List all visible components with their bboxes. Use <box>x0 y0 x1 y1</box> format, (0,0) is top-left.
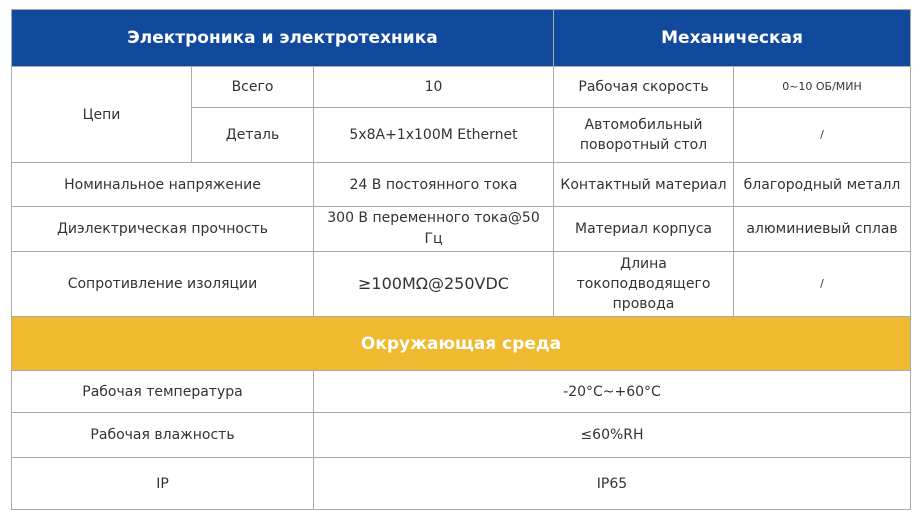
wire-label: Длина токоподводящего провода <box>554 252 734 317</box>
environment-header: Окружающая среда <box>12 317 911 371</box>
voltage-label: Номинальное напряжение <box>12 163 314 207</box>
insulation-value: ≥100MΩ@250VDC <box>314 252 554 317</box>
temperature-label: Рабочая температура <box>12 371 314 413</box>
header-row <box>12 10 911 67</box>
wire-value: / <box>734 252 911 317</box>
housing-label: Материал корпуса <box>554 207 734 252</box>
detail-label: Деталь <box>192 108 314 163</box>
ip-value: IP65 <box>314 458 911 510</box>
humidity-value: ≤60%RH <box>314 413 911 458</box>
table-row <box>12 371 911 413</box>
contact-label: Контактный материал <box>554 163 734 207</box>
total-label: Всего <box>192 67 314 108</box>
spec-table <box>11 9 911 510</box>
turntable-label: Автомобильный поворотный стол <box>554 108 734 163</box>
table-row <box>12 413 911 458</box>
ip-label: IP <box>12 458 314 510</box>
speed-value: 0~10 ОБ/МИН <box>734 67 911 108</box>
dielectric-value: 300 В переменного тока@50 Гц <box>314 207 554 252</box>
table-row <box>12 207 911 252</box>
voltage-value: 24 В постоянного тока <box>314 163 554 207</box>
table-row <box>12 252 911 317</box>
circuits-label: Цепи <box>12 67 192 163</box>
insulation-label: Сопротивление изоляции <box>12 252 314 317</box>
contact-value: благородный металл <box>734 163 911 207</box>
dielectric-label: Диэлектрическая прочность <box>12 207 314 252</box>
housing-value: алюминиевый сплав <box>734 207 911 252</box>
speed-label: Рабочая скорость <box>554 67 734 108</box>
humidity-label: Рабочая влажность <box>12 413 314 458</box>
detail-value: 5x8A+1x100M Ethernet <box>314 108 554 163</box>
temperature-value: -20°C~+60°C <box>314 371 911 413</box>
total-value: 10 <box>314 67 554 108</box>
turntable-value: / <box>734 108 911 163</box>
electronics-header: Электроника и электротехника <box>12 10 554 67</box>
table-row <box>12 458 911 510</box>
environment-header-row <box>12 317 911 371</box>
table-row <box>12 163 911 207</box>
mechanical-header: Механическая <box>554 10 911 67</box>
table-row <box>12 67 911 108</box>
